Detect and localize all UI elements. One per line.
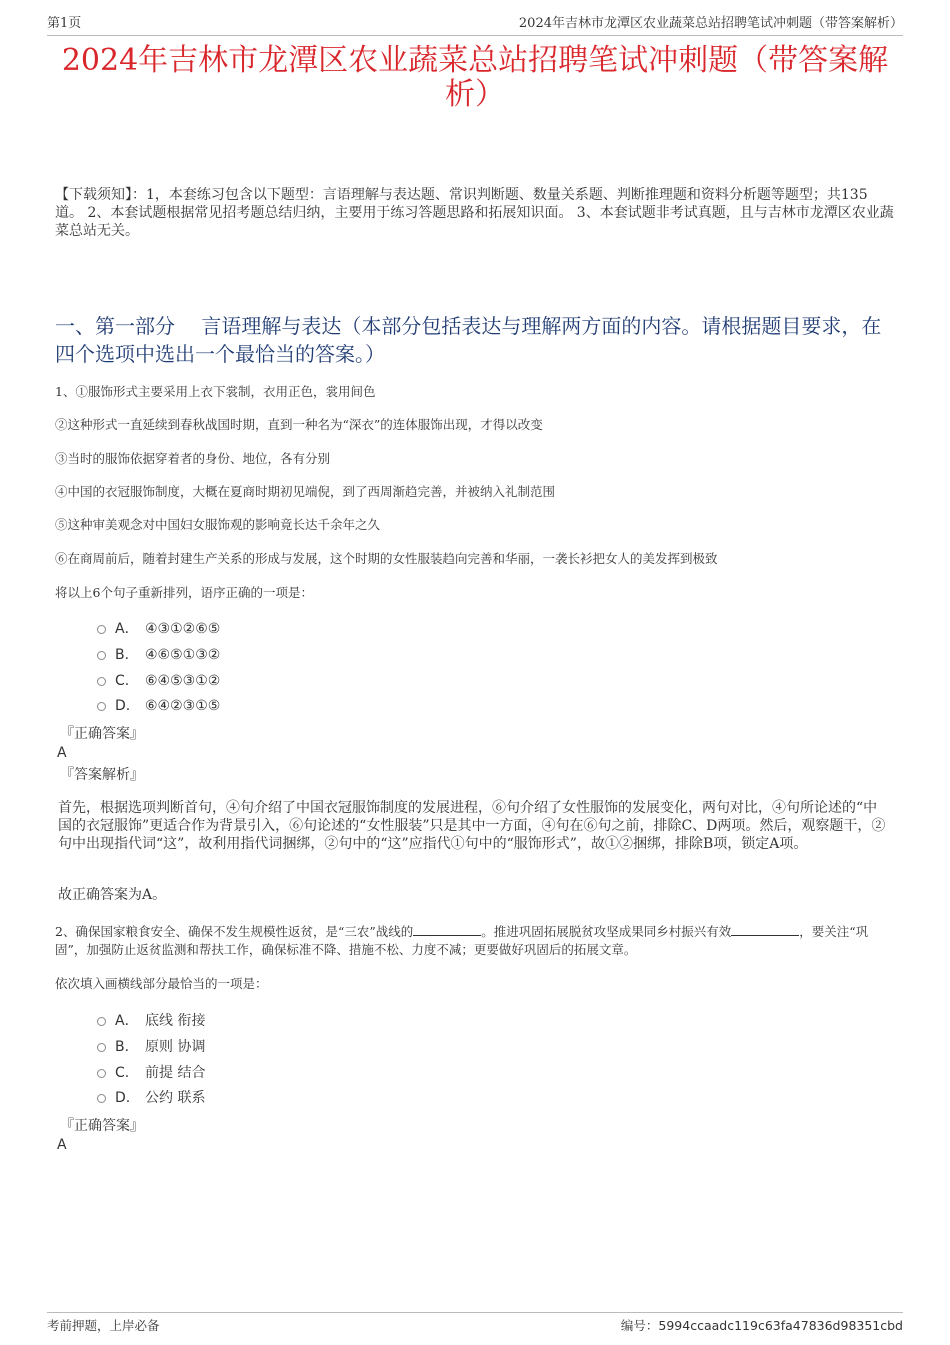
- q2-stem-part-1: 2、确保国家粮食安全、确保不发生规模性返贫，是“三农”战线的: [55, 924, 414, 939]
- q1-option-a[interactable]: [97, 620, 220, 638]
- q1-line-3: ③当时的服饰依据穿着者的身份、地位，各有分别: [55, 451, 331, 466]
- radio-icon[interactable]: [97, 677, 106, 686]
- q1-line-2: ②这种形式一直延续到春秋战国时期，直到一种名为“深衣”的连体服饰出现，才得以改变: [55, 417, 543, 432]
- radio-icon[interactable]: [97, 625, 106, 634]
- fill-blank-1: [413, 935, 481, 936]
- q2-option-a[interactable]: [97, 1012, 205, 1030]
- option-text: ④③①②⑥⑤: [145, 621, 221, 637]
- q2-answer: A: [57, 1137, 67, 1153]
- option-letter: B.: [115, 647, 130, 663]
- q1-analysis-label: 『答案解析』: [60, 767, 144, 783]
- option-text: ⑥④⑤③①②: [145, 673, 221, 689]
- option-letter: C.: [115, 673, 130, 689]
- q2-option-b[interactable]: [97, 1038, 205, 1056]
- q1-option-d[interactable]: [97, 697, 220, 715]
- document-title: 2024年吉林市龙潭区农业蔬菜总站招聘笔试冲刺题（带答案解析）: [61, 43, 889, 112]
- q1-answer: A: [57, 745, 67, 761]
- option-letter: D.: [115, 1090, 131, 1106]
- radio-icon[interactable]: [97, 702, 106, 711]
- option-letter: A．: [115, 621, 139, 637]
- q2-stem-part-2: 。推进巩固拓展脱贫攻坚成果同乡村振兴有效: [481, 924, 732, 939]
- option-letter: A．: [115, 1013, 139, 1029]
- q1-conclusion: 故正确答案为A。: [58, 887, 167, 903]
- q2-stem: [55, 923, 895, 959]
- q1-line-4: ④中国的衣冠服饰制度，大概在夏商时期初见端倪，到了西周渐趋完善，并被纳入礼制范围: [55, 484, 556, 499]
- page-header: [47, 12, 903, 36]
- option-letter: D.: [115, 698, 131, 714]
- radio-icon[interactable]: [97, 1069, 106, 1078]
- page-footer: [47, 1312, 903, 1334]
- section-heading: 一、第一部分 言语理解与表达（本部分包括表达与理解两方面的内容。请根据题目要求，在四个选项中选出一个最恰当的答案。）: [55, 314, 882, 366]
- header-doc-title: 2024年吉林市龙潭区农业蔬菜总站招聘笔试冲刺题（带答案解析）: [518, 16, 903, 31]
- q2-option-d[interactable]: [97, 1089, 205, 1107]
- q2-answer-label: 『正确答案』: [60, 1118, 144, 1134]
- q1-option-c[interactable]: [97, 672, 220, 690]
- q1-answer-label: 『正确答案』: [60, 726, 144, 742]
- q1-analysis: 首先，根据选项判断首句，④句介绍了中国衣冠服饰制度的发展进程，⑥句介绍了女性服饰的发展变化，两句对比，④句所论述的“中国的衣冠服饰”更适合作为背景引入，⑥句论述的“女性服装”只是其中一方面，④句在⑥句之前，排除C、D两项。然后，观察题干，②句中出现指代词“这”，故利用指代词捆绑，②句中的“这”应指代①句中的“服饰形式”，故①②捆绑，排除B项，锁定A项。: [58, 800, 886, 852]
- q1-line-5: ⑤这种审美观念对中国妇女服饰观的影响竟长达千余年之久: [55, 517, 381, 532]
- q2-prompt: 依次填入画横线部分最恰当的一项是：: [55, 976, 268, 991]
- download-notice: 【下载须知】：1，本套练习包含以下题型：言语理解与表达题、常识判断题、数量关系题、判断推理题和资料分析题等题型；共135道。 2、本套试题根据常见招考题总结归纳，主要用于练习答题思路和拓展知识面。 3、本套试题非考试真题，且与吉林市龙潭区农业蔬菜总站无关。: [55, 187, 894, 239]
- footer-slogan: 考前押题，上岸必备: [47, 1318, 160, 1333]
- option-letter: B.: [115, 1039, 130, 1055]
- footer-code-label: 编号：: [620, 1318, 659, 1333]
- option-text: 前提 结合: [145, 1065, 206, 1081]
- option-text: 底线 衔接: [145, 1013, 206, 1029]
- option-letter: C.: [115, 1065, 130, 1081]
- q1-line-1: 1、①服饰形式主要采用上衣下裳制，衣用正色，裳用间色: [55, 384, 376, 399]
- footer-code-value: 5994ccaadc119c63fa47836d98351cbd: [658, 1318, 903, 1333]
- radio-icon[interactable]: [97, 1094, 106, 1103]
- fill-blank-2: [731, 935, 799, 936]
- option-text: 原则 协调: [145, 1039, 206, 1055]
- q1-line-6: ⑥在商周前后，随着封建生产关系的形成与发展，这个时期的女性服装趋向完善和华丽，一袭长衫把女人的美发挥到极致: [55, 551, 718, 566]
- q1-prompt: 将以上6个句子重新排列，语序正确的一项是：: [55, 585, 313, 600]
- option-text: 公约 联系: [145, 1090, 206, 1106]
- q2-stem-part-3: ，要关注“巩固”，加强防止返贫监测和帮扶工作，确保标准不降、措施不松、力度不减；更要做好巩固后的拓展文章。: [55, 924, 869, 957]
- option-text: ④⑥⑤①③②: [145, 647, 221, 663]
- q1-option-b[interactable]: [97, 646, 220, 664]
- page-number: 第1页: [47, 16, 82, 31]
- q2-option-c[interactable]: [97, 1064, 205, 1082]
- footer-code: [621, 1316, 903, 1334]
- radio-icon[interactable]: [97, 1043, 106, 1052]
- option-text: ⑥④②③①⑤: [145, 698, 221, 714]
- radio-icon[interactable]: [97, 651, 106, 660]
- radio-icon[interactable]: [97, 1017, 106, 1026]
